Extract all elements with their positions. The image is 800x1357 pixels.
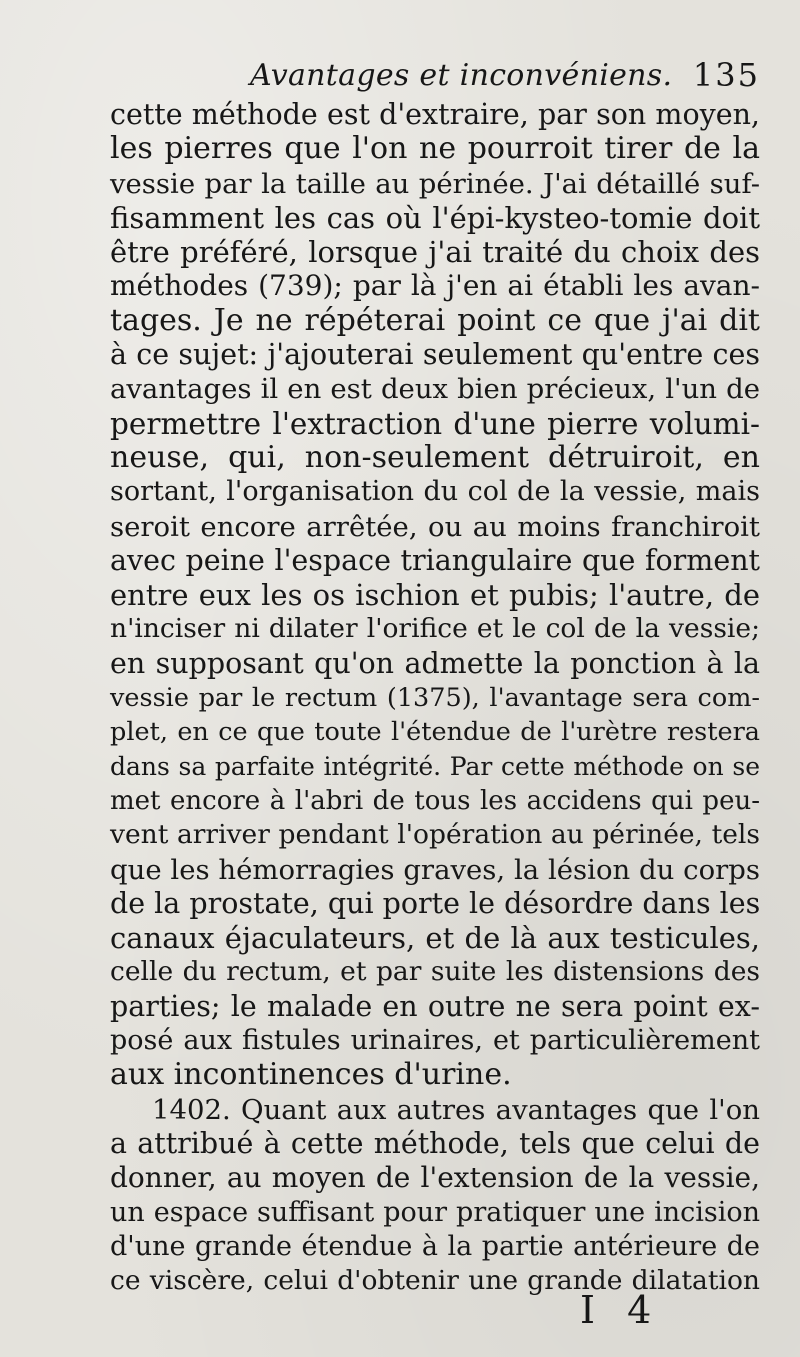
text-line: à ce sujet: j'ajouterai seulement qu'entre ces	[110, 338, 760, 372]
text-line: n'inciser ni dilater l'orifice et le col de la vessie;	[110, 613, 760, 645]
text-line: vent arriver pendant l'opération au périnée, tels	[110, 819, 760, 851]
text-line: de la prostate, qui porte le désordre dans les	[110, 886, 761, 920]
text-line: ce viscère, celui d'obtenir une grande dilatation	[110, 1265, 760, 1297]
text-line: vessie par le rectum (1375), l'avantage sera com-	[110, 683, 760, 714]
text-line: parties; le malade en outre ne sera point ex-	[110, 989, 760, 1023]
text-line: les pierres que l'on ne pourroit tirer de la	[110, 131, 760, 167]
page-header	[110, 50, 760, 100]
text-line: d'une grande étendue à la partie antérieure de	[110, 1230, 760, 1262]
text-line: tages. Je ne répéterai point ce que j'ai dit	[110, 302, 760, 338]
text-line: posé aux fistules urinaires, et particulièrement	[110, 1025, 760, 1057]
text-line: donner, au moyen de l'extension de la vessie,	[110, 1161, 760, 1195]
text-line: seroit encore arrêtée, ou au moins franchiroit	[110, 510, 760, 543]
text-line: neuse, qui, non-seulement détruiroit, en	[110, 439, 760, 475]
text-line: cette méthode est d'extraire, par son moyen,	[110, 98, 760, 131]
signature-mark: I 4	[580, 1288, 662, 1332]
text-line: avec peine l'espace triangulaire que forment	[110, 543, 760, 577]
text-line: être préféré, lorsque j'ai traité du choix des	[110, 235, 760, 270]
text-line: dans sa parfaite intégrité. Par cette méthode on se	[110, 751, 760, 781]
paragraph-start-line: 1402. Quant aux autres avantages que l'on	[152, 1093, 760, 1126]
text-line: met encore à l'abri de tous les accidens qui peu-	[110, 785, 760, 816]
text-line: entre eux les os ischion et pubis; l'autre, de	[110, 578, 760, 613]
running-title: Avantages et inconvéniens.	[250, 58, 673, 93]
text-line: avantages il en est deux bien précieux, l'un de	[110, 373, 760, 406]
text-line: plet, en ce que toute l'étendue de l'urètre restera	[110, 717, 760, 748]
page-number: 135	[692, 56, 760, 94]
text-line: sortant, l'organisation du col de la vessie, mais	[110, 476, 760, 508]
paragraph-end-line: aux incontinences d'urine.	[110, 1057, 512, 1093]
text-line: celle du rectum, et par suite les distensions des	[110, 956, 760, 988]
body-text	[110, 98, 760, 1298]
text-line: vessie par la taille au périnée. J'ai détaillé suf-	[110, 167, 760, 200]
text-line: permettre l'extraction d'une pierre volumi-	[110, 406, 760, 441]
text-line: méthodes (739); par là j'en ai établi les avan-	[110, 269, 760, 303]
text-line: en supposant qu'on admette la ponction à la	[110, 646, 760, 680]
text-line: un espace suffisant pour pratiquer une incision	[110, 1196, 760, 1228]
text-line: a attribué à cette méthode, tels que celui de	[110, 1126, 760, 1160]
text-line: que les hémorragies graves, la lésion du corps	[110, 853, 760, 886]
text-line: canaux éjaculateurs, et de là aux testicules,	[110, 921, 760, 956]
text-line: fisamment les cas où l'épi-kysteo-tomie doit	[110, 200, 760, 235]
